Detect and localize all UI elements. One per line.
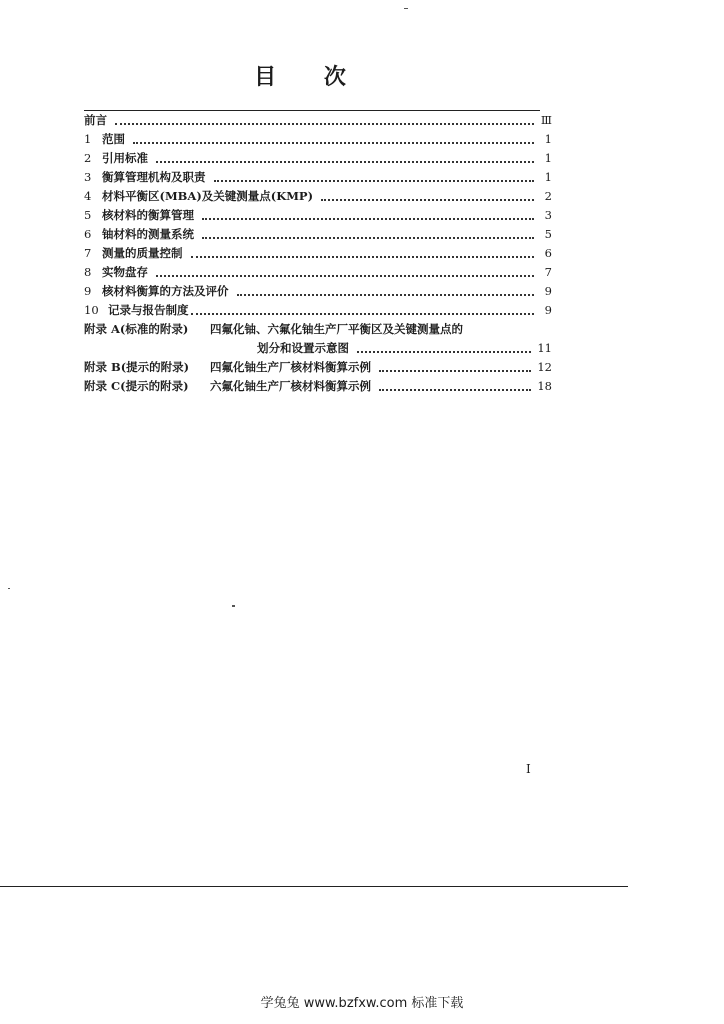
toc-leader: [191, 313, 535, 315]
toc-label: 记录与报告制度: [108, 303, 189, 317]
toc-entry-appendix-a-continued[interactable]: [84, 339, 552, 358]
toc-leader: [379, 370, 531, 372]
toc-leader: [115, 123, 534, 125]
toc-leader: [191, 256, 535, 258]
toc-page: 1: [544, 170, 552, 184]
toc-leader: [357, 351, 531, 353]
scan-speck: [232, 605, 235, 607]
toc-label: 六氟化铀生产厂核材料衡算示例: [210, 379, 371, 393]
toc-label: 衡算管理机构及职责: [102, 170, 206, 184]
toc-entry-8[interactable]: [84, 263, 552, 282]
toc-label: 前言: [84, 113, 107, 127]
toc-page: 18: [537, 379, 552, 393]
bottom-divider: [0, 886, 628, 887]
scan-speck: [8, 588, 10, 589]
toc-entry-5[interactable]: [84, 206, 552, 225]
toc-page: 7: [544, 265, 552, 279]
toc-label: 引用标准: [102, 151, 148, 165]
toc-label: 铀材料的测量系统: [102, 227, 194, 241]
toc-leader: [133, 142, 534, 144]
toc-entry-4[interactable]: [84, 187, 552, 206]
toc-page: 1: [544, 132, 552, 146]
table-of-contents: [84, 111, 552, 396]
toc-leader: [202, 237, 534, 239]
toc-label: 划分和设置示意图: [257, 341, 349, 355]
toc-number: 10: [84, 303, 99, 317]
footer-watermark: 学兔兔 www.bzfxw.com 标准下载: [260, 996, 464, 1011]
toc-number: 5: [84, 208, 92, 222]
toc-entry-appendix-a[interactable]: [84, 320, 552, 339]
toc-number: 7: [84, 246, 92, 260]
toc-entry-3[interactable]: [84, 168, 552, 187]
appendix-prefix: 附录 C(提示的附录): [84, 379, 189, 393]
toc-number: 2: [84, 151, 92, 165]
toc-entry-10[interactable]: [84, 301, 552, 320]
toc-entry-appendix-b[interactable]: [84, 358, 552, 377]
toc-number: 4: [84, 189, 92, 203]
toc-page: 11: [537, 341, 552, 355]
toc-entry-2[interactable]: [84, 149, 552, 168]
toc-label: 四氟化铀生产厂核材料衡算示例: [210, 360, 371, 374]
toc-label: 核材料衡算的方法及评价: [102, 284, 229, 298]
toc-leader: [156, 161, 534, 163]
appendix-prefix: 附录 A(标准的附录): [84, 322, 189, 336]
toc-label: 材料平衡区(MBA)及关键测量点(KMP): [102, 189, 314, 203]
toc-number: 1: [84, 132, 92, 146]
toc-page: Ⅲ: [540, 113, 552, 127]
toc-page: 9: [544, 303, 552, 317]
toc-page: 9: [544, 284, 552, 298]
toc-page: 5: [544, 227, 552, 241]
toc-page: 3: [544, 208, 552, 222]
toc-page: 6: [544, 246, 552, 260]
toc-number: 6: [84, 227, 92, 241]
toc-label: 核材料的衡算管理: [102, 208, 194, 222]
toc-entry-7[interactable]: [84, 244, 552, 263]
toc-leader: [202, 218, 534, 220]
toc-leader: [379, 389, 531, 391]
page-title: 目 次: [254, 65, 366, 90]
scan-speck: [404, 8, 408, 9]
toc-entry-9[interactable]: [84, 282, 552, 301]
appendix-prefix: 附录 B(提示的附录): [84, 360, 190, 374]
toc-number: 9: [84, 284, 92, 298]
toc-leader: [321, 199, 534, 201]
toc-page: 2: [544, 189, 552, 203]
toc-number: 8: [84, 265, 92, 279]
toc-entry-6[interactable]: [84, 225, 552, 244]
toc-label: 四氟化铀、六氟化铀生产厂平衡区及关键测量点的: [210, 322, 463, 336]
toc-page: 1: [544, 151, 552, 165]
toc-page: 12: [537, 360, 552, 374]
toc-entry-1[interactable]: [84, 130, 552, 149]
toc-entry-appendix-c[interactable]: [84, 377, 552, 396]
toc-leader: [156, 275, 534, 277]
toc-label: 测量的质量控制: [102, 246, 183, 260]
toc-leader: [214, 180, 535, 182]
page-number: I: [526, 762, 531, 776]
toc-leader: [237, 294, 535, 296]
toc-entry-preface[interactable]: [84, 111, 552, 130]
toc-label: 范围: [102, 132, 125, 146]
toc-number: 3: [84, 170, 92, 184]
toc-label: 实物盘存: [102, 265, 148, 279]
